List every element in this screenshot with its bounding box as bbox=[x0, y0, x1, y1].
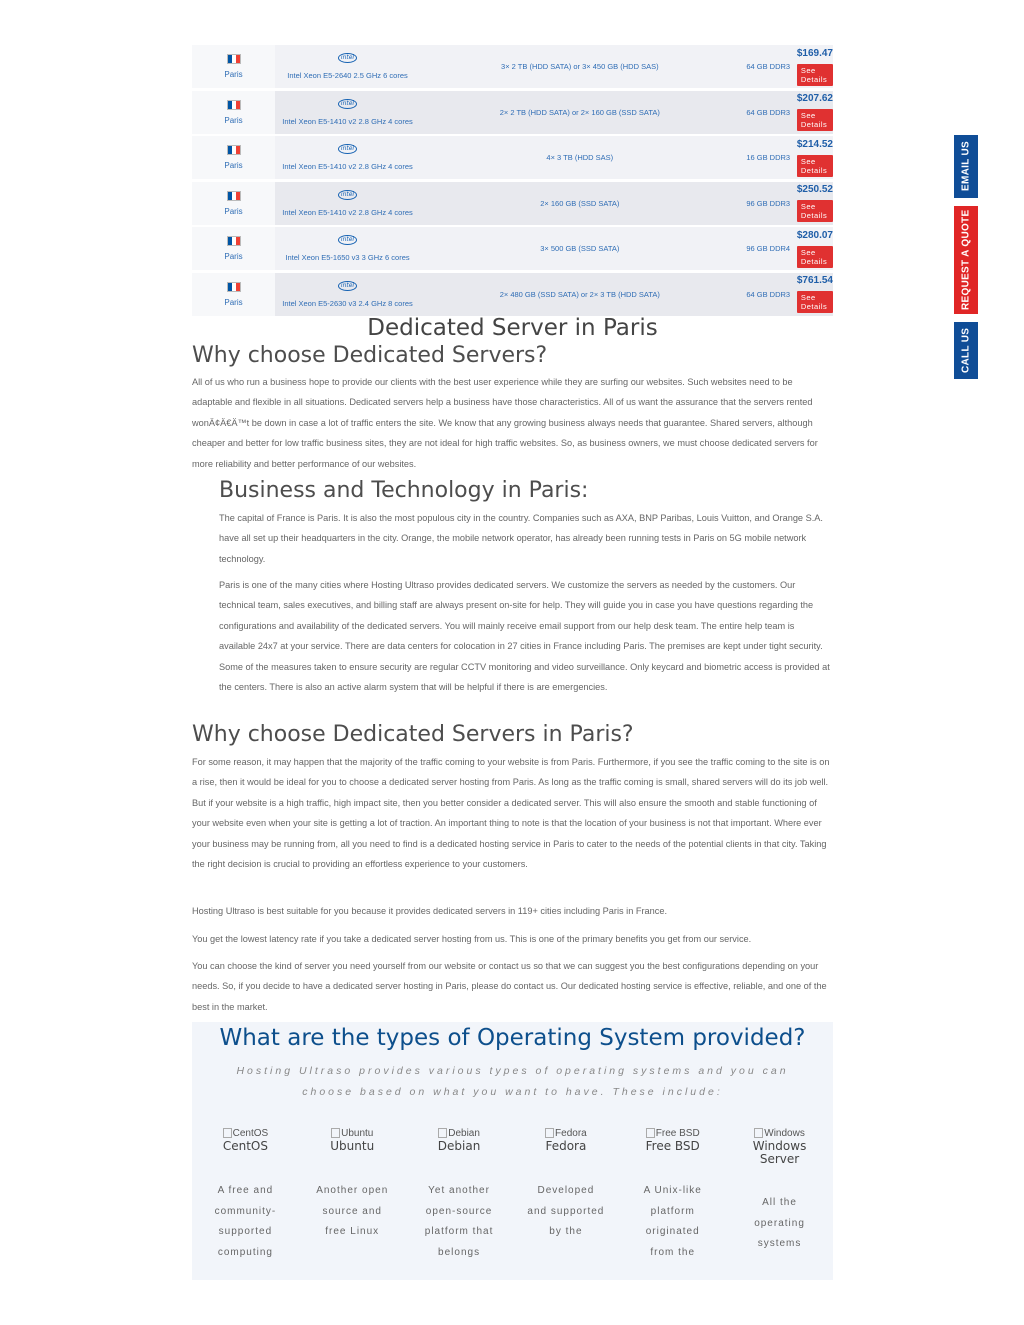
email-us-tab[interactable]: EMAIL US bbox=[954, 135, 978, 198]
server-row bbox=[192, 273, 833, 316]
price-label: $169.47 bbox=[796, 47, 833, 59]
see-details-button[interactable]: See Details bbox=[797, 246, 833, 268]
server-row bbox=[192, 91, 833, 134]
location-cell bbox=[192, 136, 275, 179]
location-label: Paris bbox=[224, 297, 243, 307]
broken-image-icon bbox=[646, 1128, 655, 1138]
intel-logo-icon: intel bbox=[338, 144, 357, 154]
cpu-label: Intel Xeon E5-1410 v2 2.8 GHz 4 cores bbox=[282, 162, 413, 171]
france-flag-icon bbox=[227, 236, 241, 246]
france-flag-icon bbox=[227, 282, 241, 292]
os-name: Debian bbox=[437, 1139, 481, 1153]
os-logo-alt: Windows bbox=[764, 1127, 805, 1139]
france-flag-icon bbox=[227, 54, 241, 64]
os-logo-image bbox=[223, 1126, 269, 1140]
location-cell bbox=[192, 227, 275, 270]
location-label: Paris bbox=[224, 161, 243, 170]
os-logo-image bbox=[545, 1126, 587, 1140]
disk-cell: 2× 2 TB (HDD SATA) or 2× 160 GB (SSD SATA) bbox=[499, 107, 660, 117]
ram-cell: 64 GB DDR3 bbox=[746, 62, 791, 71]
server-row bbox=[192, 45, 833, 88]
why-paris-paragraph-4: You can choose the kind of server you need yourself from our website or contact us so that we can suggest you the best configurations depending on your needs. So, if you decide to have a dedicated server hosting in Paris, please do contact us. Our dedicated hosting service is effective, reliable, and one of the best in the market. bbox=[192, 961, 827, 1012]
os-item bbox=[619, 1126, 726, 1263]
price-cell bbox=[797, 182, 833, 225]
disk-cell: 2× 160 GB (SSD SATA) bbox=[540, 198, 620, 208]
server-row bbox=[192, 182, 833, 225]
os-name: Ubuntu bbox=[330, 1139, 375, 1153]
see-details-button[interactable]: See Details bbox=[797, 200, 833, 222]
why-heading: Why choose Dedicated Servers? bbox=[192, 343, 548, 368]
os-logo-alt: Ubuntu bbox=[341, 1127, 374, 1139]
os-item bbox=[299, 1126, 406, 1263]
location-cell bbox=[192, 273, 275, 316]
server-table bbox=[192, 45, 833, 318]
see-details-button[interactable]: See Details bbox=[797, 155, 833, 177]
cpu-cell bbox=[275, 227, 420, 270]
cpu-cell bbox=[275, 45, 420, 88]
cpu-cell bbox=[275, 136, 420, 179]
price-cell bbox=[797, 227, 833, 270]
intel-logo-icon: intel bbox=[338, 190, 357, 200]
os-name: CentOS bbox=[222, 1139, 268, 1153]
cpu-label: Intel Xeon E5-1410 v2 2.8 GHz 4 cores bbox=[282, 116, 413, 126]
os-logo-image bbox=[331, 1126, 373, 1140]
flag-stripe bbox=[236, 192, 240, 200]
intel-logo-icon: intel bbox=[338, 99, 357, 109]
flag-stripe bbox=[236, 101, 240, 109]
ram-cell: 96 GB DDR3 bbox=[746, 198, 791, 208]
os-description: A Unix-like platform originated from the bbox=[643, 1185, 702, 1258]
cpu-label: Intel Xeon E5-2640 2.5 GHz 6 cores bbox=[287, 71, 408, 80]
business-paragraph-2: Paris is one of the many cities where Hosting Ultraso provides dedicated servers. We customize the servers as needed by the customers. Our technical team, sales executives, and billing staff are always present on-site for help. They will guide you in case you have questions regarding the configurations and availability of the dedicated servers. You will mainly receive email support from our help desk team. The entire help team is available 24x7 at your service. There are data centers for colocation in 27 cities in France including Paris. The premises are kept under tight security. Some of the measures taken to ensure security are regular CCTV monitoring and video surveillance. Only keycard and biometric access is provided at the centers. There is also an active alarm system that will be helpful if there is are emergencies. bbox=[219, 580, 830, 693]
os-logo-alt: Fedora bbox=[555, 1127, 587, 1139]
why-paris-heading: Why choose Dedicated Servers in Paris? bbox=[192, 722, 634, 747]
os-name: Free BSD bbox=[645, 1139, 700, 1153]
cpu-label: Intel Xeon E5-1650 v3 3 GHz 6 cores bbox=[285, 253, 410, 262]
see-details-button[interactable]: See Details bbox=[797, 109, 833, 131]
price-cell bbox=[797, 91, 833, 134]
flag-stripe bbox=[236, 146, 240, 154]
broken-image-icon bbox=[754, 1128, 763, 1138]
see-details-button[interactable]: See Details bbox=[797, 291, 833, 313]
location-label: Paris bbox=[224, 206, 243, 216]
os-item bbox=[512, 1126, 619, 1263]
broken-image-icon bbox=[545, 1128, 554, 1138]
os-logo-image bbox=[754, 1126, 805, 1140]
os-item bbox=[406, 1126, 513, 1263]
ram-cell: 16 GB DDR3 bbox=[746, 153, 791, 162]
business-paragraph-1: The capital of France is Paris. It is also the most populous city in the country. Companies such as AXA, BNP Paribas, Louis Vuitton, and Orange S.A. have all set up their headquarters in the city. Orange, the mobile network operator, has already been running tests in Paris on 5G mobile network technology. bbox=[219, 513, 823, 564]
call-us-tab[interactable]: CALL US bbox=[954, 322, 978, 379]
broken-image-icon bbox=[438, 1128, 447, 1138]
os-logo-image bbox=[646, 1126, 700, 1140]
price-label: $250.52 bbox=[796, 184, 833, 195]
price-cell bbox=[797, 45, 833, 88]
flag-stripe bbox=[236, 283, 240, 291]
intel-logo-icon: intel bbox=[338, 281, 357, 291]
location-cell bbox=[192, 45, 275, 88]
france-flag-icon bbox=[227, 191, 241, 201]
location-label: Paris bbox=[224, 115, 243, 125]
location-label: Paris bbox=[224, 252, 243, 261]
os-item bbox=[726, 1126, 833, 1263]
page-title: Dedicated Server in Paris bbox=[367, 315, 658, 341]
why-paris-paragraph-1: For some reason, it may happen that the majority of the traffic coming to your website is from Paris. Furthermore, if you see the traffic coming to the site is on a rise, then it would be ideal for you to choose a dedicated server hosting from Paris. As long as the traffic coming is small, shared servers will do its job well. But if your website is a high traffic, high impact site, then you better consider a dedicated server. This will also ensure the smooth and stable functioning of your website even when your site is getting a lot of traction. An important thing to note is that the location of your business is not that important. Where ever your business may be running from, all you need to find is a dedicated hosting service in Paris to cater to the needs of the potential clients in that city. Taking the right decision is crucial to providing an effortless experience to your customers. bbox=[192, 757, 830, 870]
server-row bbox=[192, 227, 833, 270]
os-item bbox=[192, 1126, 299, 1263]
location-cell bbox=[192, 182, 275, 225]
broken-image-icon bbox=[223, 1128, 232, 1138]
ram-cell: 96 GB DDR4 bbox=[746, 244, 791, 253]
price-cell bbox=[797, 273, 833, 316]
os-name: Windows Server bbox=[752, 1139, 807, 1166]
price-label: $214.52 bbox=[796, 138, 833, 150]
business-heading: Business and Technology in Paris: bbox=[219, 478, 589, 503]
disk-cell: 4× 3 TB (HDD SAS) bbox=[546, 153, 614, 162]
os-logo-alt: Free BSD bbox=[655, 1127, 700, 1139]
os-subtitle: Hosting Ultraso provides various types of operating systems and you can choose based on what you want to have. These include: bbox=[236, 1065, 789, 1098]
cpu-label: Intel Xeon E5-1410 v2 2.8 GHz 4 cores bbox=[282, 207, 413, 217]
cpu-cell bbox=[275, 182, 420, 225]
server-row bbox=[192, 136, 833, 179]
os-description: All the operating systems bbox=[754, 1197, 805, 1249]
os-name: Fedora bbox=[545, 1139, 587, 1153]
why-paris-paragraph-3: You get the lowest latency rate if you take a dedicated server hosting from us. This is one of the primary benefits you get from our service. bbox=[192, 934, 752, 944]
cpu-cell bbox=[275, 273, 420, 316]
os-heading: What are the types of Operating System provided? bbox=[219, 1025, 806, 1051]
os-grid bbox=[192, 1126, 833, 1263]
ram-cell: 64 GB DDR3 bbox=[746, 107, 791, 117]
why-text: All of us who run a business hope to provide our clients with the best user experience while they are surfing our websites. Such websites need to be adaptable and flexible in all situations. Dedicated servers help a business have those characteristics. All of us want the assurance that the servers rented wonÄ¢Ä€Ä™t be down in case a lot of traffic enters the site. We know that any growing business always needs that guarantee. Shared servers, although cheaper and better for low traffic business sites, they are not ideal for high traffic websites. So, as business owners, we must choose dedicated servers for more reliability and better performance of our websites. bbox=[192, 377, 818, 469]
location-cell bbox=[192, 91, 275, 134]
disk-cell: 3× 500 GB (SSD SATA) bbox=[540, 244, 620, 253]
france-flag-icon bbox=[227, 100, 241, 110]
os-description: A free and community-supported computing bbox=[214, 1185, 277, 1258]
why-paris-paragraph-2: Hosting Ultraso is best suitable for you because it provides dedicated servers in 119+ cities including Paris in France. bbox=[192, 906, 668, 916]
france-flag-icon bbox=[227, 145, 241, 155]
price-label: $280.07 bbox=[796, 229, 833, 241]
flag-stripe bbox=[236, 55, 240, 63]
flag-stripe bbox=[236, 237, 240, 245]
location-label: Paris bbox=[224, 70, 243, 79]
intel-logo-icon: intel bbox=[338, 53, 357, 63]
cpu-cell bbox=[275, 91, 420, 134]
price-label: $207.62 bbox=[796, 93, 833, 104]
price-cell bbox=[797, 136, 833, 179]
ram-cell: 64 GB DDR3 bbox=[746, 289, 791, 299]
broken-image-icon bbox=[331, 1128, 340, 1138]
os-logo-alt: CentOS bbox=[232, 1127, 269, 1139]
os-description: Yet another open-source platform that belongs bbox=[424, 1185, 494, 1258]
os-description: Developed and supported by the bbox=[527, 1185, 605, 1237]
os-section bbox=[192, 1022, 833, 1280]
os-logo-image bbox=[438, 1126, 480, 1140]
os-description: Another open source and free Linux bbox=[316, 1185, 389, 1237]
disk-cell: 3× 2 TB (HDD SATA) or 3× 450 GB (HDD SAS) bbox=[501, 62, 659, 71]
intel-logo-icon: intel bbox=[338, 235, 357, 245]
cpu-label: Intel Xeon E5-2630 v3 2.4 GHz 8 cores bbox=[282, 298, 413, 308]
see-details-button[interactable]: See Details bbox=[797, 64, 833, 86]
disk-cell: 2× 480 GB (SSD SATA) or 2× 3 TB (HDD SATA) bbox=[499, 289, 660, 299]
os-logo-alt: Debian bbox=[448, 1127, 480, 1139]
request-quote-tab[interactable]: REQUEST A QUOTE bbox=[954, 206, 978, 314]
price-label: $761.54 bbox=[796, 275, 833, 286]
